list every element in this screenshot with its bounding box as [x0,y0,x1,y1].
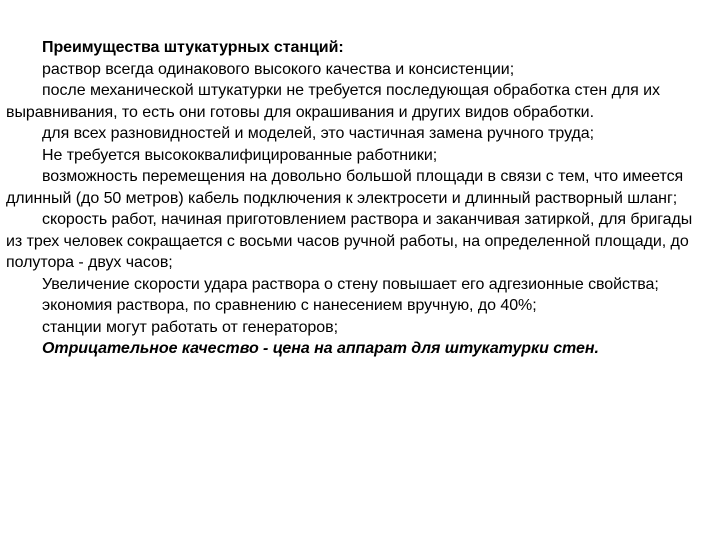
heading-advantages: Преимущества штукатурных станций: [42,39,344,56]
advantage-item-generators: станции могут работать от генераторов; [42,318,338,336]
advantage-item-adhesion: Увеличение скорости удара раствора о стену повышает его адгезионные свойства; [42,275,659,293]
advantage-item-workers: Не требуется высококвалифицированные работники; [42,146,438,164]
advantage-item-mobility: возможность перемещения на довольно большой площади в связи с тем, что имеется длинный (до 50 метров) кабель подключения к электросети и длинный растворный шланг; [6,168,684,207]
disadvantage-conclusion: Отрицательное качество - цена на аппарат для штукатурки стен. [42,340,599,357]
advantage-item-manual-labor: для всех разновидностей и моделей, это частичная замена ручного труда; [42,125,595,142]
slide-text-body [6,37,706,360]
advantage-item-economy: экономия раствора, по сравнению с нанесением вручную, до 40%; [42,297,537,314]
advantage-item-speed: скорость работ, начиная приготовлением раствора и заканчивая затиркой, для бригады из трех человек сокращается с восьми часов ручной работы, на определенной площади, до полутора - двух часов; [6,211,693,271]
advantage-item-no-finishing: после механической штукатурки не требуется последующая обработка стен для их выравнивания, то есть они готовы для окрашивания и других видов обработки. [6,82,661,121]
advantage-item-quality: раствор всегда одинакового высокого качества и консистенции; [42,60,515,78]
